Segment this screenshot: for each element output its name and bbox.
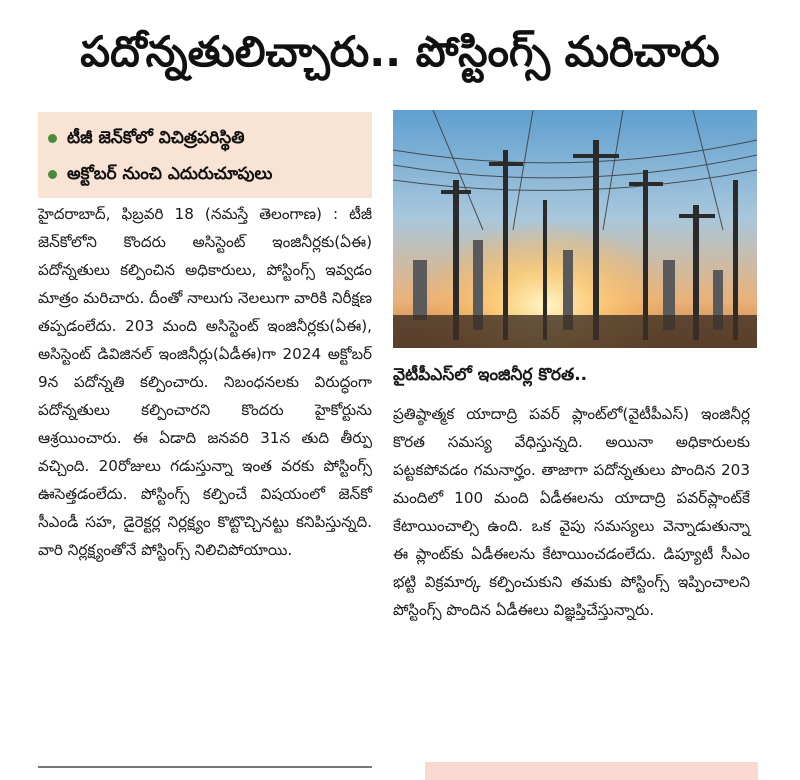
headline: పదోన్నతులిచ్చారు.. పోస్టింగ్స్ మరిచారు xyxy=(80,27,720,76)
power-substation-photo xyxy=(393,110,757,348)
bullet-item xyxy=(48,156,372,192)
body-paragraph: ప్రతిష్ఠాత్మక యాదాద్రి పవర్ ప్లాంట్‌లో(వైటీపీఎస్) ఇంజినీర్ల కొరత సమస్య వేధిస్తున్నది. అయినా అధికారులకు పట్టకపోవడం గమనార్హం. తాజాగా పదోన్నతులు పొందిన 203 మందిలో 100 మంది ఏడీఈలను యాదాద్రి పవర్‌ప్లాంట్‌కే కేటాయించాల్సి ఉంది. ఒక వైపు సమస్యలు వెన్నాడుతున్నా ఈ ప్లాంట్‌కు ఏడీఈలను కేటాయించడంలేదు. డిప్యూటీ సీఎం భట్టి విక్రమార్క కల్పించుకుని తమకు పోస్టింగ్స్ ఇప్పించాలని పోస్టింగ్స్ పొందిన ఏడీఈలు విజ్ఞప్తిచేస్తున్నారు. xyxy=(393,405,750,619)
bullet-text: అక్టోబర్ నుంచి ఎదురుచూపులు xyxy=(67,164,273,184)
bottom-divider xyxy=(38,766,372,768)
bullet-box xyxy=(38,112,372,198)
bullet-item xyxy=(48,120,372,156)
bullet-text: టీజీ జెన్‌కోలో విచిత్రపరిస్థితి xyxy=(67,128,245,148)
bullet-dot-icon xyxy=(48,170,57,179)
article-body-left xyxy=(38,200,372,564)
body-paragraph: హైదరాబాద్, ఫిబ్రవరి 18 (నమస్తే తెలంగాణ) : టీజీ జెన్‌కోలోని కొందరు అసిస్టెంట్ ఇంజినీర్లకు(ఏఈ) పదోన్నతులు కల్పించిన అధికారులు, పోస్టింగ్స్ ఇవ్వడం మాత్రం మరిచారు. దీంతో నాలుగు నెలలుగా వారికి నిరీక్షణ తప్పడంలేదు. 203 మంది అసిస్టెంట్ ఇంజినీర్లకు(ఏఈ), అసిస్టెంట్ డివిజినల్ ఇంజినీర్లు(ఏడీఈ)గా 2024 అక్టోబర్ 9న పదోన్నతి కల్పించారు. నిబంధనలకు విరుద్ధంగా పదోన్నతులు కల్పించారని కొందరు హైకోర్టును ఆశ్రయించారు. ఈ ఏడాది జనవరి 31న తుది తీర్పు వచ్చింది. 20రోజులు గడుస్తున్నా ఇంత వరకు పోస్టింగ్స్ ఊసెత్తడంలేదు. పోస్టింగ్స్ కల్పించే విషయంలో జెన్‌కో సీఎండీ సహ, డైరెక్టర్ల నిర్లక్ష్యం కొట్టొచ్చినట్టు కనిపిస్తున్నది. వారి నిర్లక్ష్యంతోనే పోస్టింగ్స్ నిలిచిపోయాయి. xyxy=(38,205,372,559)
article-body-right xyxy=(393,400,750,624)
bullet-dot-icon xyxy=(48,134,57,143)
bottom-colored-box xyxy=(425,762,758,780)
subheading: వైటీపీఎస్‌లో ఇంజినీర్ల కొరత.. xyxy=(393,365,588,385)
